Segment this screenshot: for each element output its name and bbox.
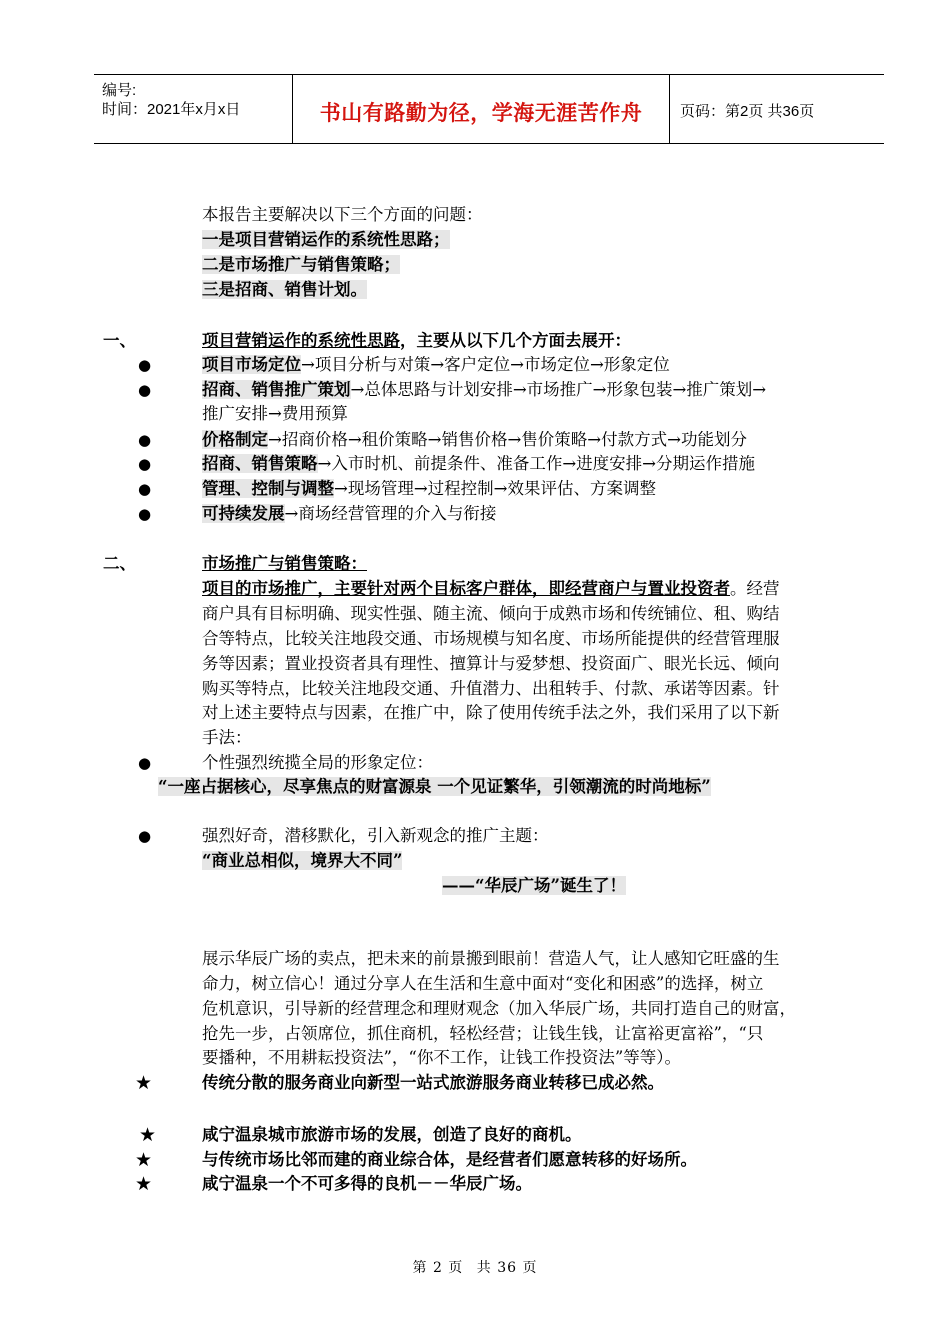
paragraph-line: 手法： (202, 728, 252, 747)
paragraph-line: 对上述主要特点与因素，在推广中，除了使用传统手法之外，我们采用了以下新 (202, 703, 780, 722)
section-title-tail: ，主要从以下几个方面去展开： (400, 331, 631, 350)
intro-item: 一是项目营销运作的系统性思路； (202, 230, 450, 249)
body-line: 展示华辰广场的卖点，把未来的前景搬到眼前！营造人气，让人感知它旺盛的生 (202, 949, 780, 968)
list-item-key: 项目市场定位 (202, 355, 301, 374)
header-motto: 书山有路勤为径，学海无涯苦作舟 (319, 100, 643, 125)
header-page-info: 页码：第2页 共36页 (680, 103, 815, 120)
body-line: 危机意识，引导新的经营理念和理财观念（加入华辰广场，共同打造自己的财富， (202, 999, 796, 1018)
intro-item: 三是招商、销售计划。 (202, 280, 367, 299)
section-number: 二、 (103, 554, 136, 573)
paragraph-line (202, 577, 780, 601)
intro-lead: 本报告主要解决以下三个方面的问题： (202, 205, 483, 224)
header-divider (669, 75, 670, 143)
bullet-icon: ● (138, 431, 152, 449)
list-item (202, 353, 670, 377)
list-item-continuation: 推广安排→费用预算 (202, 404, 348, 423)
star-item: 与传统市场比邻而建的商业综合体，是经营者们愿意转移的好场所。 (202, 1150, 697, 1169)
time-label: 时间：2021年x月x日 (102, 101, 241, 118)
star-item: 咸宁温泉一个不可多得的良机－－华辰广场。 (202, 1174, 532, 1193)
list-item (202, 502, 496, 526)
star-icon: ★ (139, 1124, 157, 1146)
bullet-icon: ● (138, 754, 152, 772)
section-number: 一、 (103, 331, 136, 350)
paragraph-text: 。经营 (730, 579, 780, 598)
paragraph-line: 合等特点，比较关注地段交通、市场规模与知名度、市场所能提供的经营管理服 (202, 629, 780, 648)
star-icon: ★ (135, 1149, 153, 1171)
body-line: 命力，树立信心！通过分享人在生活和生意中面对“变化和困惑”的选择，树立 (202, 974, 764, 993)
paragraph-lead: 项目的市场推广，主要针对两个目标客户群体，即经营商户与置业投资者 (202, 579, 730, 598)
slogan: “一座占据核心，尽享焦点的财富源泉 一个见证繁华，引领潮流的时尚地标” (158, 777, 711, 796)
bullet-icon: ● (138, 381, 152, 399)
star-item: 咸宁温泉城市旅游市场的发展，创造了良好的商机。 (202, 1125, 582, 1144)
list-item-text: →现场管理→过程控制→效果评估、方案调整 (334, 479, 656, 498)
list-item-text: →商场经营管理的介入与衔接 (284, 504, 497, 523)
bullet-icon: ● (138, 455, 152, 473)
list-item-text: →总体思路与计划安排→市场推广→形象包装→推广策划→ (350, 380, 767, 399)
list-item-key: 招商、销售策略 (202, 454, 318, 473)
list-item (202, 428, 747, 452)
list-item (202, 378, 766, 402)
star-icon: ★ (135, 1072, 153, 1094)
bullet-icon: ● (138, 827, 152, 845)
paragraph-line: 商户具有目标明确、现实性强、随主流、倾向于成熟市场和传统铺位、租、购结 (202, 604, 780, 623)
list-item-text: →项目分析与对策→客户定位→市场定位→形象定位 (301, 355, 670, 374)
slogan: “商业总相似，境界大不同” (202, 851, 403, 870)
footer-page: 第 2 页 (412, 1260, 464, 1276)
list-item-text: →招商价格→租价策略→销售价格→售价策略→付款方式→功能划分 (268, 430, 747, 449)
bullet-icon: ● (138, 480, 152, 498)
body-line: 要播种，不用耕耘投资法”，“你不工作，让钱工作投资法”等等）。 (202, 1048, 682, 1067)
footer-total: 共 36 页 (476, 1260, 538, 1276)
code-label: 编号: (102, 82, 137, 99)
list-item-text: →入市时机、前提条件、准备工作→进度安排→分期运作措施 (317, 454, 755, 473)
paragraph-line: 务等因素；置业投资者具有理性、擅算计与爱梦想、投资面广、眼光长远、倾向 (202, 654, 780, 673)
section-heading (202, 329, 631, 353)
page-footer (0, 1257, 950, 1277)
paragraph-line: 购买等特点，比较关注地段交通、升值潜力、出租转手、付款、承诺等因素。针 (202, 679, 780, 698)
body-line: 抢先一步，占领席位，抓住商机，轻松经营；让钱生钱，让富裕更富裕”，“只 (202, 1024, 764, 1043)
bullet-text: 强烈好奇，潜移默化，引入新观念的推广主题： (202, 826, 549, 845)
bullet-icon: ● (138, 356, 152, 374)
slogan-sign-off: ——“华辰广场”诞生了！ (442, 876, 626, 895)
section-title: 市场推广与销售策略： (202, 554, 367, 573)
list-item-key: 价格制定 (202, 430, 268, 449)
header-meta (102, 81, 240, 119)
page-header (94, 74, 884, 144)
bullet-text: 个性强烈统揽全局的形象定位： (202, 753, 433, 772)
section-title: 项目营销运作的系统性思路 (202, 331, 400, 350)
star-icon: ★ (135, 1173, 153, 1195)
list-item-key: 可持续发展 (202, 504, 285, 523)
list-item (202, 477, 656, 501)
star-item: 传统分散的服务商业向新型一站式旅游服务商业转移已成必然。 (202, 1073, 664, 1092)
list-item-key: 招商、销售推广策划 (202, 380, 351, 399)
bullet-icon: ● (138, 505, 152, 523)
list-item (202, 452, 755, 476)
list-item-key: 管理、控制与调整 (202, 479, 334, 498)
intro-item: 二是市场推广与销售策略； (202, 255, 400, 274)
